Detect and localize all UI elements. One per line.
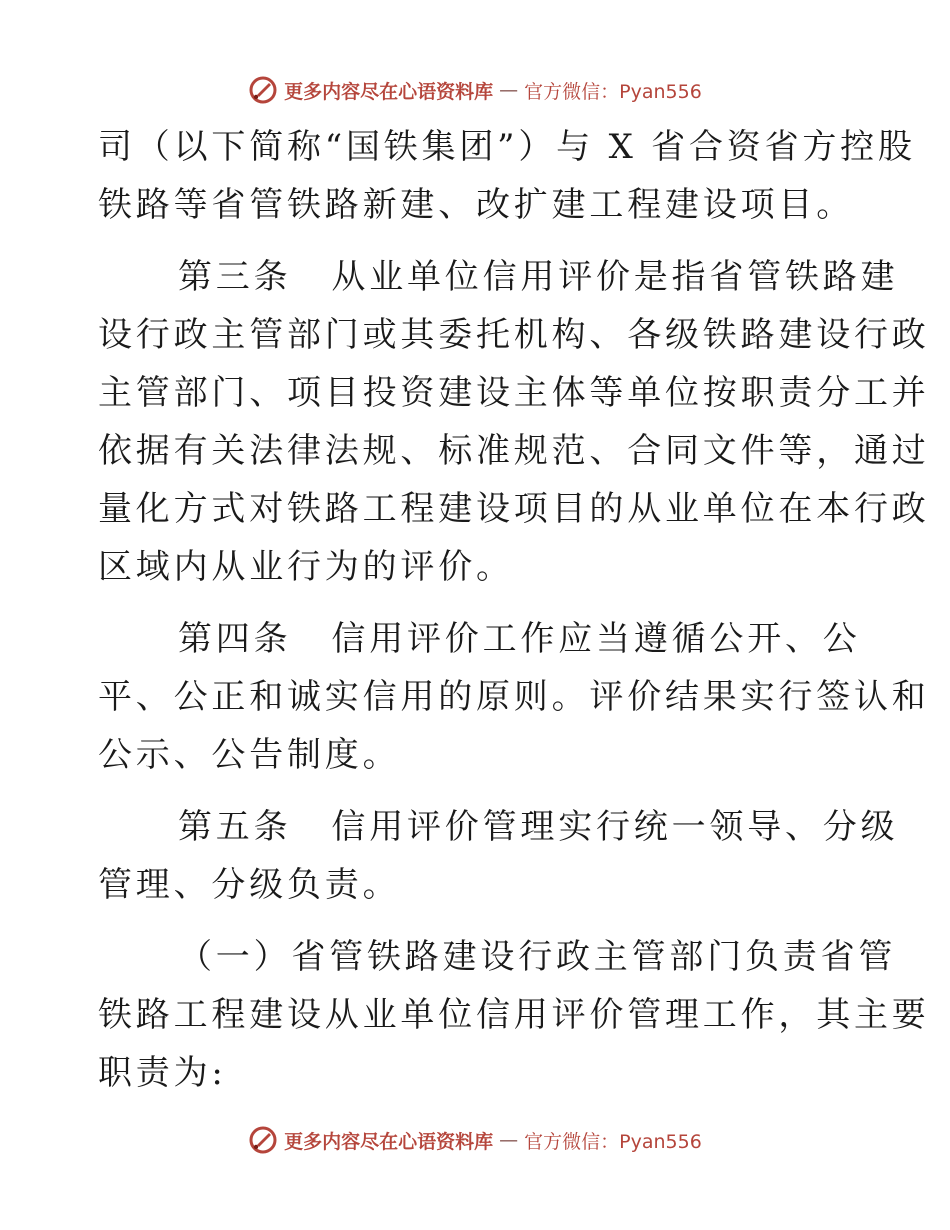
- text-line: 公示、公告制度。: [98, 735, 401, 775]
- watermark-wechat: 官方微信：Pyan556: [524, 80, 702, 103]
- text-line: 设行政主管部门或其委托机构、各级铁路建设行政: [98, 315, 930, 355]
- text-line: 主管部门、项目投资建设主体等单位按职责分工并: [98, 373, 930, 413]
- article-4-first-line: [98, 610, 861, 668]
- text-line: 区域内从业行为的评价。: [98, 547, 514, 587]
- watermark-wechat: 官方微信：Pyan556: [524, 1130, 702, 1153]
- clause-1-first-line: （一）省管铁路建设行政主管部门负责省管: [178, 937, 897, 977]
- document-body: [98, 118, 930, 1102]
- brush-logo-icon: [248, 75, 278, 105]
- article-number: 第五条: [178, 807, 292, 847]
- text-line: 信用评价管理实行统一领导、分级: [331, 807, 899, 847]
- watermark-dash: —: [499, 79, 519, 101]
- text-line: 信用评价工作应当遵循公开、公: [331, 619, 861, 659]
- article-3-first-line: [98, 248, 899, 306]
- text-line: 管理、分级负责。: [98, 865, 401, 905]
- text-line: 依据有关法律法规、标准规范、合同文件等，通过: [98, 431, 930, 471]
- text-line: 量化方式对铁路工程建设项目的从业单位在本行政: [98, 489, 930, 529]
- watermark-title: 更多内容尽在心语资料库: [284, 1130, 494, 1153]
- text-line: 职责为:: [98, 1053, 227, 1093]
- watermark-footer: [0, 1122, 950, 1158]
- article-5-first-line: [98, 798, 899, 856]
- article-number: 第四条: [178, 619, 292, 659]
- watermark-header: [0, 72, 950, 108]
- text-line: 铁路工程建设从业单位信用评价管理工作，其主要: [98, 995, 930, 1035]
- text-line: 司（以下简称“国铁集团”）与 X 省合资省方控股: [98, 127, 916, 167]
- brush-logo-icon: [248, 1125, 278, 1155]
- text-line: 从业单位信用评价是指省管铁路建: [331, 257, 899, 297]
- watermark-title: 更多内容尽在心语资料库: [284, 80, 494, 103]
- text-line: 平、公正和诚实信用的原则。评价结果实行签认和: [98, 677, 930, 717]
- text-line: 铁路等省管铁路新建、改扩建工程建设项目。: [98, 185, 854, 225]
- article-number: 第三条: [178, 257, 292, 297]
- watermark-dash: —: [499, 1129, 519, 1151]
